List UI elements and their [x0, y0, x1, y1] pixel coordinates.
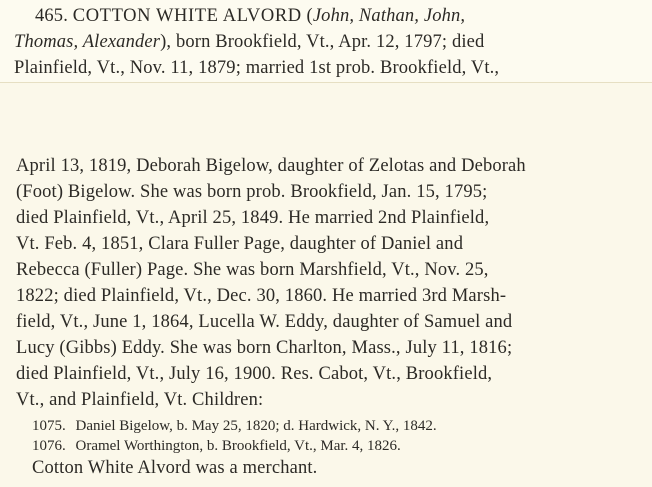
- lineage-open: (: [306, 6, 313, 26]
- entry-death-marriage: Plainfield, Vt., Nov. 11, 1879; married 1st prob. Brookfield, Vt.,: [14, 58, 500, 78]
- body-line: field, Vt., June 1, 1864, Lucella W. Eddy, daughter of Samuel and: [16, 312, 513, 332]
- entry-heading-line-3: [14, 58, 640, 79]
- page-seam: [0, 82, 652, 83]
- entry-name: COTTON WHITE ALVORD: [72, 6, 302, 26]
- child-entry: [32, 418, 632, 435]
- child-text: Daniel Bigelow, b. May 25, 1820; d. Hardwick, N. Y., 1842.: [75, 418, 437, 434]
- child-number: 1075.: [32, 418, 66, 434]
- body-line: (Foot) Bigelow. She was born prob. Brookfield, Jan. 15, 1795;: [16, 182, 488, 202]
- body-line: Vt. Feb. 4, 1851, Clara Fuller Page, daughter of Daniel and: [16, 234, 464, 254]
- body-line: died Plainfield, Vt., July 16, 1900. Res. Cabot, Vt., Brookfield,: [16, 364, 493, 384]
- entry-number: 465.: [35, 6, 68, 26]
- body-line: April 13, 1819, Deborah Bigelow, daughter of Zelotas and Deborah: [16, 156, 526, 176]
- closing-line: Cotton White Alvord was a merchant.: [32, 458, 318, 478]
- body-line: Vt., and Plainfield, Vt. Children:: [16, 390, 264, 410]
- body-line: Rebecca (Fuller) Page. She was born Marshfield, Vt., Nov. 25,: [16, 260, 489, 280]
- body-line: died Plainfield, Vt., April 25, 1849. He married 2nd Plainfield,: [16, 208, 490, 228]
- child-entry: [32, 438, 632, 455]
- child-number: 1076.: [32, 438, 66, 454]
- body-line: Lucy (Gibbs) Eddy. She was born Charlton, Mass., July 11, 1816;: [16, 338, 513, 358]
- lineage-line-1: John, Nathan, John,: [312, 6, 466, 26]
- body-line: 1822; died Plainfield, Vt., Dec. 30, 1860. He married 3rd Marsh-: [16, 286, 507, 306]
- child-text: Oramel Worthington, b. Brookfield, Vt., Mar. 4, 1826.: [75, 438, 401, 454]
- lineage-line-2: Thomas, Alexander: [14, 32, 161, 52]
- entry-heading-line-2: [14, 32, 640, 53]
- entry-birth: ), born Brookfield, Vt., Apr. 12, 1797; died: [160, 32, 485, 52]
- entry-heading-line-1: [35, 6, 640, 27]
